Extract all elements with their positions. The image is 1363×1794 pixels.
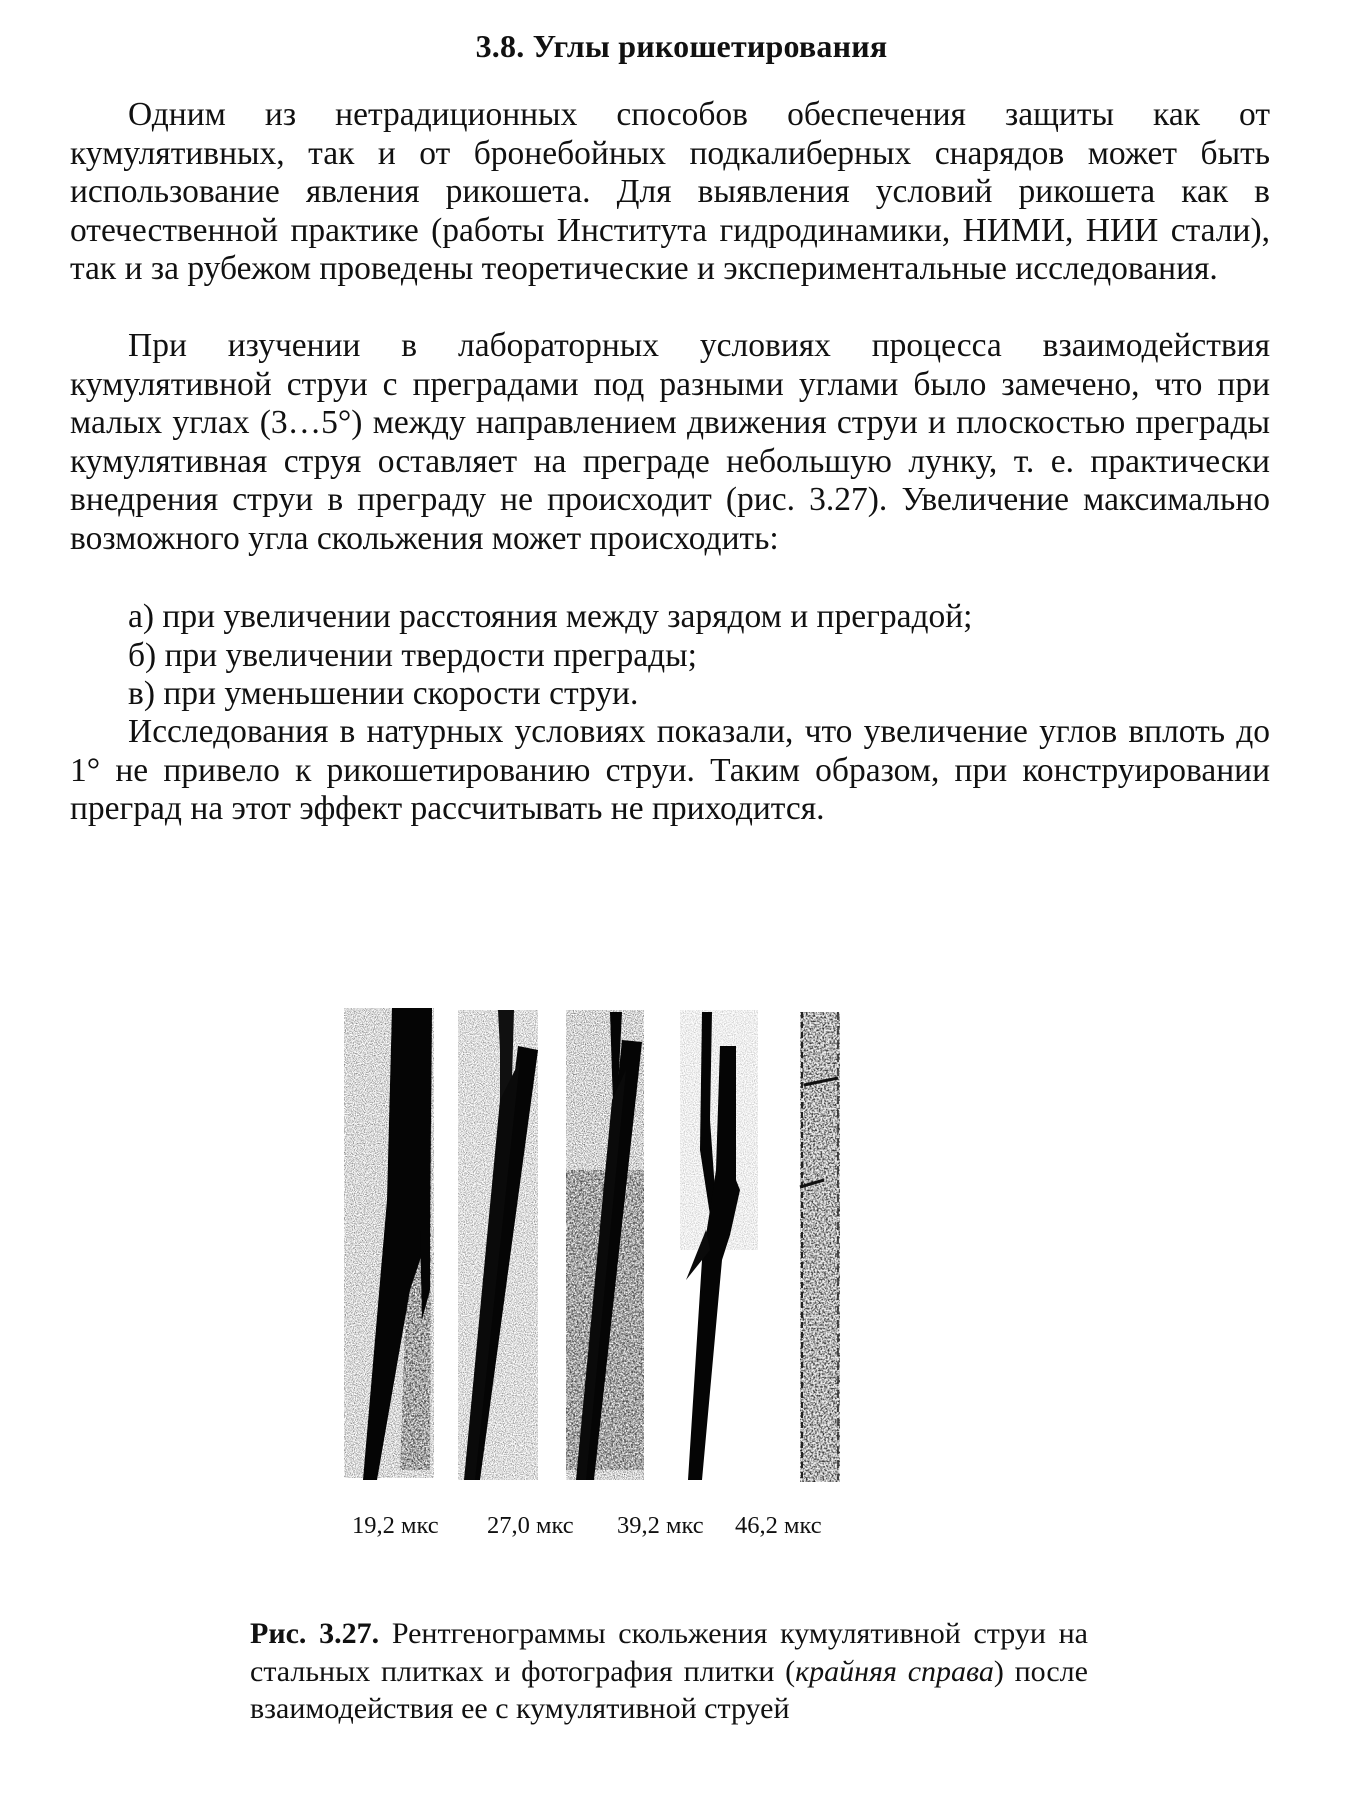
body-text-block xyxy=(70,96,1270,289)
list-item: б) при увеличении твердости преграды; xyxy=(128,636,697,674)
body-text-block-3 xyxy=(70,713,1270,829)
paragraph-1: Одним из нетрадиционных способов обеспечения защиты как от кумулятивных, так и от бронебойных подкалиберных снарядов может быть использование явления рикошета. Для выявления условий рикошета как в отечественной практике (работы Института гидродинамики, НИМИ, НИИ стали), так и за рубежом проведены теоретические и экспериментальные исследования. xyxy=(70,96,1270,288)
figure-number: Рис. 3.27. xyxy=(250,1617,380,1650)
caption-text-2: ) после взаимодействия ее с кумулятивной струей xyxy=(250,1654,1088,1725)
caption-text-1: Рентгенограммы скольжения кумулятивной струи на стальных плитках и фотография плитки ( xyxy=(250,1617,1088,1688)
caption-italic: крайняя справа xyxy=(795,1654,994,1688)
time-label-3: 39,2 мкс xyxy=(617,1512,704,1539)
section-title: 3.8. Углы рикошетирования xyxy=(475,28,888,64)
paragraph-2: При изучении в лабораторных условиях процесса взаимодействия кумулятивной струи с преградами под разными углами было замечено, что при малых углах (3…5°) между направлением движения струи и плоскостью преграды кумулятивная струя оставляет на преграде небольшую лунку, т. е. практически внедрения струи в преграду не происходит (рис. 3.27). Увеличение максимально возможного угла скольжения может происходить: xyxy=(70,327,1270,557)
radiograph-figure xyxy=(330,990,950,1490)
figure-3-27 xyxy=(330,990,950,1490)
list-item: в) при уменьшении скорости струи. xyxy=(128,675,639,713)
figure-caption xyxy=(250,1615,1088,1728)
time-label-1: 19,2 мкс xyxy=(352,1512,439,1539)
conditions-list xyxy=(70,598,1270,714)
radiograph-panel-4 xyxy=(680,1010,758,1480)
time-label-4: 46,2 мкс xyxy=(735,1512,822,1539)
radiograph-panel-1 xyxy=(344,1008,434,1480)
time-label-2: 27,0 мкс xyxy=(487,1512,574,1539)
paragraph-3: Исследования в натурных условиях показали, что увеличение углов вплоть до 1° не привело к рикошетированию струи. Таким образом, при конструировании преград на этот эффект рассчитывать не приходится. xyxy=(70,713,1270,828)
conditions-list-block xyxy=(70,598,1270,714)
plate-photograph-panel xyxy=(800,1012,840,1482)
radiograph-panel-2 xyxy=(458,1010,538,1480)
body-text-block-2 xyxy=(70,327,1270,559)
radiograph-panel-3 xyxy=(566,1010,644,1480)
list-item: а) при увеличении расстояния между зарядом и преградой; xyxy=(128,598,973,635)
